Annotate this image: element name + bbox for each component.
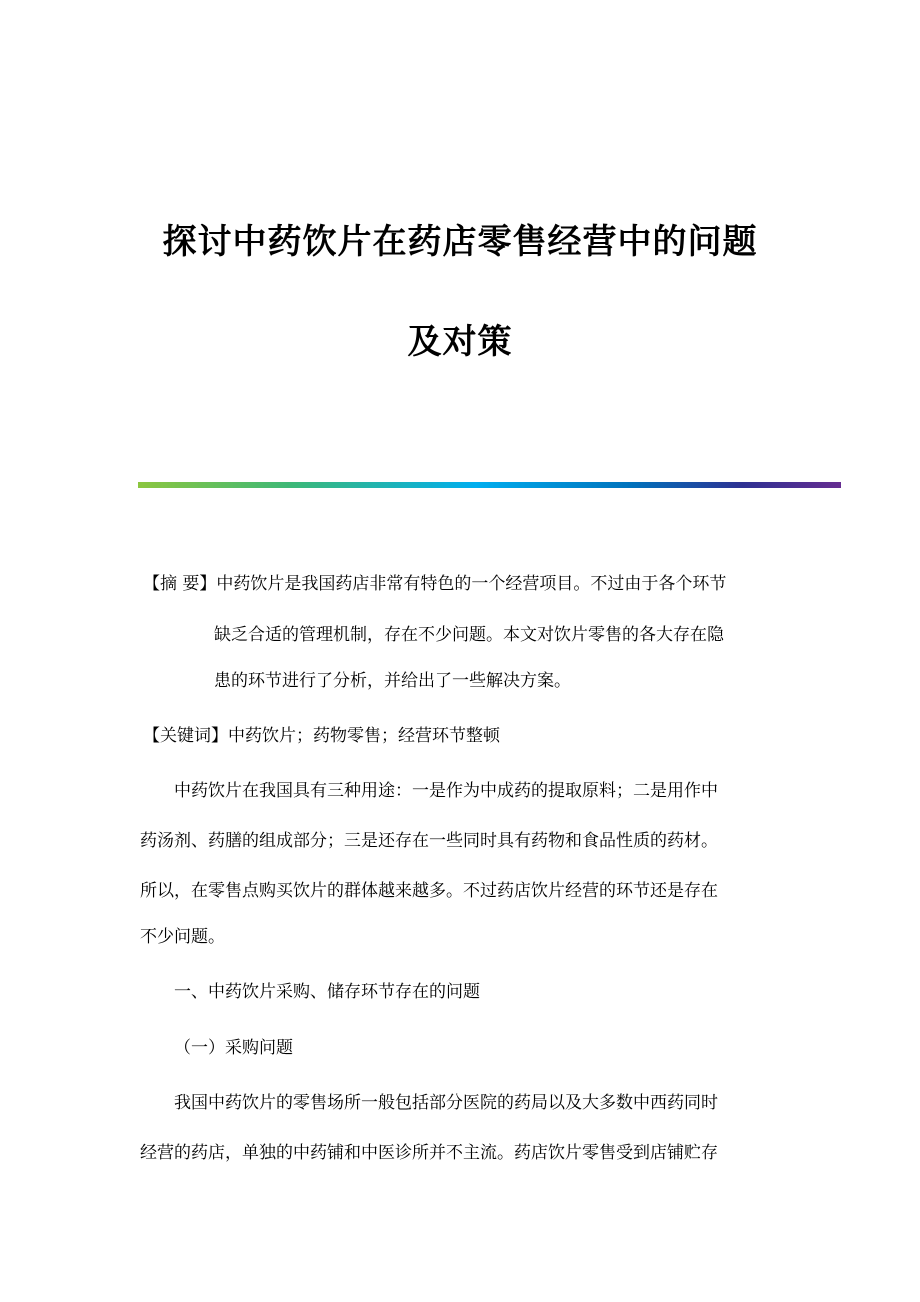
- intro-line-2: 药汤剂、药膳的组成部分；三是还存在一些同时具有药物和食品性质的药材。: [140, 831, 718, 851]
- document-title-line-1: 探讨中药饮片在药店零售经营中的问题: [162, 222, 758, 262]
- intro-line-3: 所以，在零售点购买饮片的群体越来越多。不过药店饮片经营的环节还是存在: [140, 881, 718, 901]
- abstract-line-3: 患的环节进行了分析，并给出了一些解决方案。: [214, 671, 571, 691]
- gradient-divider: [138, 482, 841, 488]
- abstract-line-2: 缺乏合适的管理机制，存在不少问题。本文对饮片零售的各大存在隐: [214, 625, 724, 645]
- document-title-line-2: 及对策: [407, 322, 513, 362]
- intro-line-1: 中药饮片在我国具有三种用途：一是作为中成药的提取原料；二是用作中: [174, 781, 718, 801]
- intro-line-4: 不少问题。: [140, 927, 225, 947]
- subsection-heading: （一）采购问题: [174, 1038, 293, 1058]
- section-para-line-2: 经营的药店，单独的中药铺和中医诊所并不主流。药店饮片零售受到店铺贮存: [140, 1143, 718, 1163]
- section-para-line-1: 我国中药饮片的零售场所一般包括部分医院的药局以及大多数中西药同时: [174, 1093, 718, 1113]
- keywords-line: 【关键词】中药饮片；药物零售；经营环节整顿: [143, 726, 500, 746]
- abstract-line-1: 【摘 要】中药饮片是我国药店非常有特色的一个经营项目。不过由于各个环节: [143, 574, 727, 594]
- section-heading: 一、中药饮片采购、储存环节存在的问题: [174, 982, 480, 1002]
